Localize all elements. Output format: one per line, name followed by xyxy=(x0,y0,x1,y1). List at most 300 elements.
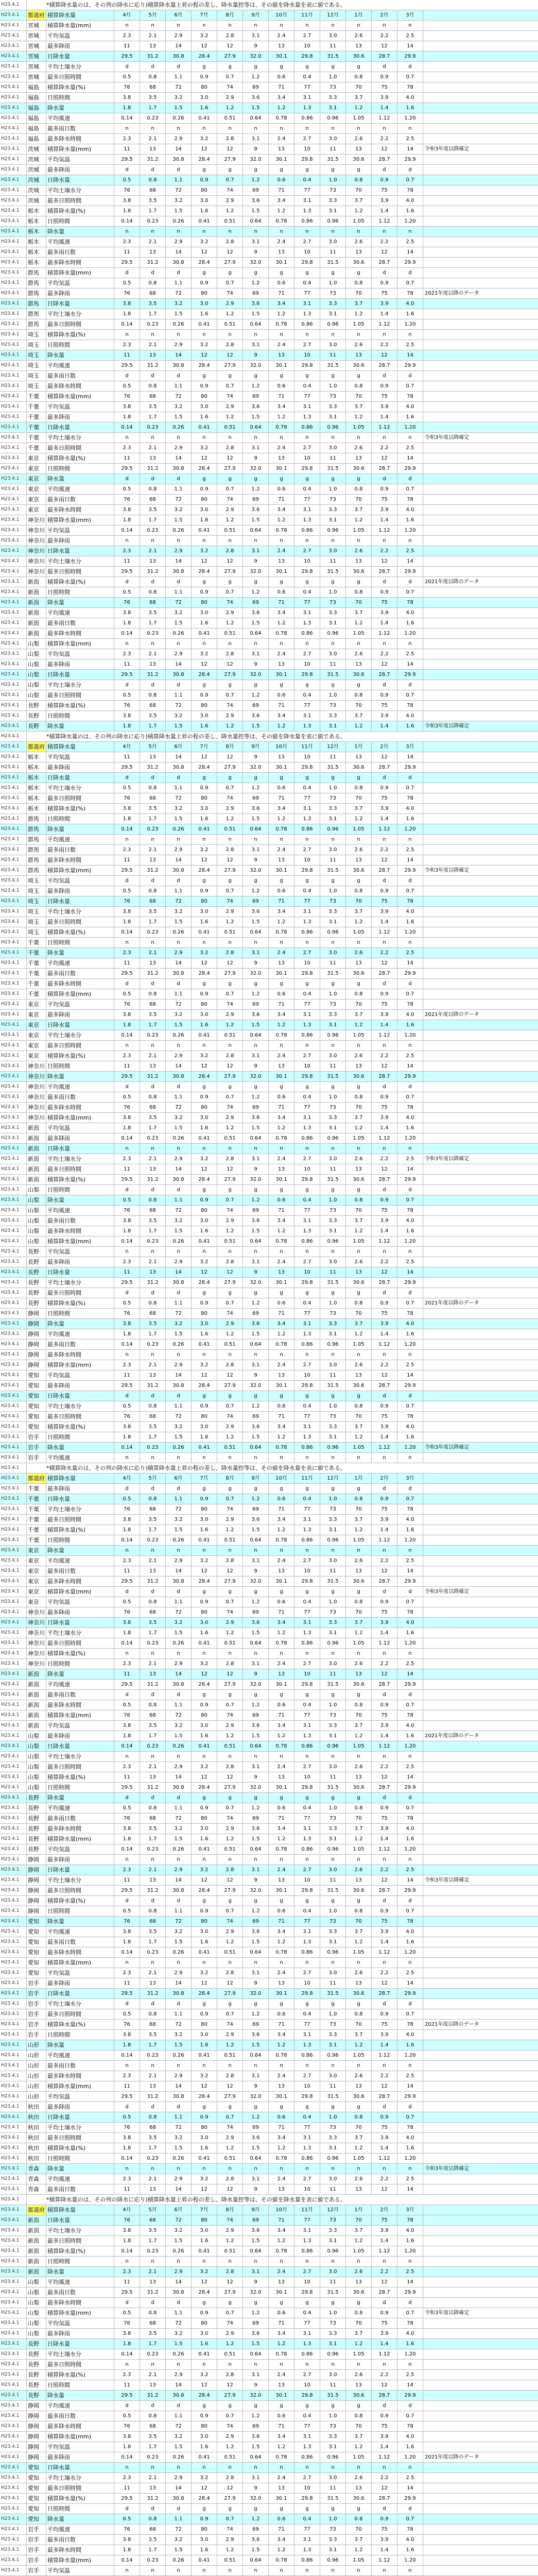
value-cell: 1.5 xyxy=(166,1226,192,1236)
value-cell: 0.78 xyxy=(269,1030,294,1040)
value-cell: 30.8 xyxy=(166,361,192,370)
item-cell: 日降水量 xyxy=(46,773,114,783)
value-cell: 3.3 xyxy=(320,2535,346,2545)
value-cell: 29.8 xyxy=(294,567,320,577)
item-cell: 最多日照時間 xyxy=(46,2236,114,2246)
value-cell: 2.2 xyxy=(372,2370,397,2380)
value-cell: 0.14 xyxy=(114,629,140,638)
item-cell: 日降水量 xyxy=(46,2339,114,2349)
value-cell: 3.2 xyxy=(192,1865,217,1875)
value-cell: 3.6 xyxy=(243,1010,269,1020)
value-cell: 0.8 xyxy=(346,2112,372,2122)
value-cell: n xyxy=(269,1855,294,1865)
item-cell: 最多雨日数 xyxy=(46,969,114,978)
row-id-cell: H23.4.1 xyxy=(0,989,27,999)
value-cell: 2.9 xyxy=(166,1154,192,1164)
value-cell: 1.4 xyxy=(372,1525,397,1535)
value-cell: 76 xyxy=(114,999,140,1009)
item-cell: 平均風速 xyxy=(46,237,114,247)
value-cell: 0.8 xyxy=(346,2514,372,2524)
value-cell: g xyxy=(243,979,269,989)
value-cell: n xyxy=(294,938,320,947)
table-row xyxy=(0,927,538,938)
value-cell: 1.3 xyxy=(294,1525,320,1535)
value-cell: 0.8 xyxy=(140,381,166,391)
value-cell: 0.23 xyxy=(140,113,166,123)
table-row xyxy=(0,216,538,227)
value-cell: 75 xyxy=(372,1710,397,1720)
value-cell: g xyxy=(192,2504,217,2514)
value-cell: 11 xyxy=(114,247,140,257)
value-cell: 4.0 xyxy=(397,402,423,412)
value-cell: 32.0 xyxy=(243,361,269,370)
value-cell: d xyxy=(397,1793,423,1803)
value-cell: 9 xyxy=(243,1370,269,1380)
value-cell: 29.9 xyxy=(397,2391,423,2400)
row-id-cell: H23.4.1 xyxy=(0,1370,27,1380)
value-cell: 29.5 xyxy=(114,1886,140,1895)
value-cell: 2.4 xyxy=(269,134,294,144)
value-cell: 0.51 xyxy=(217,526,243,535)
value-cell: 3.1 xyxy=(294,1721,320,1731)
prefecture-cell: 岩手 xyxy=(27,1443,46,1452)
value-cell: 1.0 xyxy=(320,989,346,999)
value-cell: 0.4 xyxy=(294,1700,320,1710)
value-cells xyxy=(114,371,423,381)
value-cell: 14 xyxy=(166,1164,192,1174)
value-cell: 32.0 xyxy=(243,1989,269,1998)
value-cell: 69 xyxy=(243,185,269,195)
value-cell: 10 xyxy=(294,2380,320,2390)
value-cell: 9 xyxy=(243,1875,269,1885)
value-cell: 3.4 xyxy=(269,402,294,412)
row-id-cell: H23.4.1 xyxy=(0,113,27,123)
value-cell: 3.2 xyxy=(166,2432,192,2442)
row-id-cell: H23.4.1 xyxy=(0,2040,27,2050)
value-cell: g xyxy=(269,2401,294,2411)
value-cell: 74 xyxy=(217,2524,243,2534)
value-cell: 2.9 xyxy=(166,649,192,659)
prefecture-cell: 東京 xyxy=(27,464,46,473)
value-cell: 75 xyxy=(372,2318,397,2328)
value-cells xyxy=(114,1875,423,1885)
value-cell: n xyxy=(372,227,397,236)
value-cell: g xyxy=(243,1185,269,1195)
item-cell: 積算降水量(mm) xyxy=(46,515,114,525)
row-id-cell: H23.4.1 xyxy=(0,1721,27,1731)
value-cell: 10 xyxy=(294,350,320,360)
value-cell: 29.9 xyxy=(397,464,423,473)
value-cell: 1.2 xyxy=(346,721,372,731)
value-cell: 1.6 xyxy=(192,2143,217,2153)
value-cell: 3.0 xyxy=(320,1051,346,1061)
value-cell: n xyxy=(192,2360,217,2369)
value-cell: 1.3 xyxy=(294,309,320,319)
value-cell: 2.2 xyxy=(372,1360,397,1370)
item-cell: 積算降水量(%) xyxy=(46,1649,114,1658)
value-cell: 3.3 xyxy=(320,711,346,721)
value-cell: 3.0 xyxy=(320,2370,346,2380)
value-cell: 3.6 xyxy=(243,196,269,206)
value-cell: 3.1 xyxy=(243,1762,269,1772)
row-id-cell: H23.4.1 xyxy=(0,72,27,82)
value-cells xyxy=(114,2215,423,2225)
row-id-cell: H23.4.1 xyxy=(0,340,27,350)
item-cell: 最多降水時間 xyxy=(46,2545,114,2555)
table-row xyxy=(0,732,538,742)
value-cell: 80 xyxy=(192,1309,217,1318)
value-cell: d xyxy=(114,1082,140,1092)
value-cell: 71 xyxy=(269,1309,294,1318)
value-cell: d xyxy=(372,2504,397,2514)
value-cell: 1.05 xyxy=(346,319,372,329)
value-cell: 2.9 xyxy=(217,196,243,206)
value-cells xyxy=(114,2102,423,2112)
value-cell: 0.14 xyxy=(114,113,140,123)
value-cell: 28.4 xyxy=(192,1072,217,1081)
value-cell: 70 xyxy=(346,2123,372,2132)
value-cell: 12 xyxy=(372,1978,397,1988)
table-row xyxy=(0,52,538,62)
value-cell: d xyxy=(372,1288,397,1298)
row-id-cell: H23.4.1 xyxy=(0,2236,27,2246)
value-cell: n xyxy=(114,433,140,443)
item-cell: 積算降水量(%) xyxy=(46,2246,114,2256)
value-cell: 32.0 xyxy=(243,2092,269,2102)
value-cell: 14 xyxy=(397,855,423,865)
value-cell: d xyxy=(166,979,192,989)
value-cell: 3.7 xyxy=(346,299,372,309)
row-id-cell: H23.4.1 xyxy=(0,1762,27,1772)
value-cell: 1.0 xyxy=(320,1906,346,1916)
value-cells xyxy=(114,124,423,133)
value-cells xyxy=(114,2009,423,2019)
value-cell: 28.4 xyxy=(192,1783,217,1792)
prefecture-cell: 埼玉 xyxy=(27,340,46,350)
value-cell: 14 xyxy=(397,144,423,154)
row-id-cell: H23.4.1 xyxy=(0,1896,27,1906)
value-cell: n xyxy=(346,2164,372,2174)
value-cell: 2.4 xyxy=(269,443,294,453)
value-cell: 70 xyxy=(346,2421,372,2431)
row-id-cell: H23.4.1 xyxy=(0,1587,27,1597)
value-cell: 0.26 xyxy=(166,1535,192,1545)
value-cell: n xyxy=(217,2164,243,2174)
value-cells xyxy=(114,1855,423,1865)
value-cell: 2.9 xyxy=(166,1865,192,1875)
value-cell: 13 xyxy=(269,1978,294,1988)
value-cell: 0.86 xyxy=(294,1340,320,1349)
value-cell: 3.2 xyxy=(166,1113,192,1123)
value-cell: d xyxy=(166,1185,192,1195)
value-cell: 12 xyxy=(217,1267,243,1277)
value-cell: 78 xyxy=(397,1917,423,1926)
row-id-cell: H23.4.1 xyxy=(0,155,27,164)
value-cells xyxy=(114,1082,423,1092)
value-cell: 0.9 xyxy=(372,783,397,793)
value-cell: 31.5 xyxy=(320,2391,346,2400)
value-cells xyxy=(114,402,423,412)
value-cell: 72 xyxy=(166,1814,192,1823)
value-cell: 0.86 xyxy=(294,2050,320,2060)
value-cell: n xyxy=(217,1649,243,1658)
value-cell: 1.7 xyxy=(140,1329,166,1339)
value-cell: 29.5 xyxy=(114,567,140,577)
value-cell: d xyxy=(397,577,423,587)
value-cell: g xyxy=(346,371,372,381)
value-cell: 13 xyxy=(269,350,294,360)
value-cells xyxy=(114,587,423,597)
value-cell: 1.2 xyxy=(346,1834,372,1844)
value-cell: 30.8 xyxy=(166,1577,192,1586)
value-cell: g xyxy=(269,474,294,484)
item-cell: 最多雨日数 xyxy=(46,618,114,628)
value-cell: g xyxy=(217,268,243,278)
value-cell: 74 xyxy=(217,1814,243,1823)
value-cell: 0.96 xyxy=(320,113,346,123)
value-cell: n xyxy=(192,835,217,844)
value-cell: n xyxy=(114,1041,140,1050)
value-cell: n xyxy=(140,1958,166,1968)
value-cell: 1.2 xyxy=(243,2308,269,2318)
prefecture-cell: 新潟 xyxy=(27,1133,46,1143)
value-cell: 1.8 xyxy=(114,917,140,927)
value-cell: 76 xyxy=(114,1103,140,1112)
row-id-cell: H23.4.1 xyxy=(0,1381,27,1391)
value-cell: 1.7 xyxy=(140,2339,166,2349)
value-cell: g xyxy=(346,1587,372,1597)
value-cell: 78 xyxy=(397,1206,423,1215)
table-row xyxy=(0,958,538,969)
value-cell: 3.0 xyxy=(192,1010,217,1020)
prefecture-cell: 東京 xyxy=(27,1556,46,1566)
prefecture-cell: 千葉 xyxy=(27,979,46,989)
prefecture-cell: 千葉 xyxy=(27,433,46,443)
value-cell: 4.0 xyxy=(397,1618,423,1628)
value-cell: 0.7 xyxy=(397,2112,423,2122)
item-cell: 最多降雨 xyxy=(46,1484,114,1494)
value-cell: 1.6 xyxy=(192,1937,217,1947)
value-cell: 14 xyxy=(166,144,192,154)
value-cell: 0.8 xyxy=(346,1906,372,1916)
prefecture-cell: 岩手 xyxy=(27,2009,46,2019)
value-cell: 12 xyxy=(372,247,397,257)
value-cell: 31.5 xyxy=(320,361,346,370)
value-cell: 0.86 xyxy=(294,1844,320,1854)
value-cell: 0.4 xyxy=(294,1803,320,1813)
value-cells xyxy=(114,690,423,700)
value-cell: 2.4 xyxy=(269,2370,294,2380)
item-cell: 積算降水量(%) xyxy=(46,1422,114,1432)
value-cell: 3.0 xyxy=(192,2329,217,2338)
table-row xyxy=(0,2257,538,2267)
value-cell: 1.6 xyxy=(192,2040,217,2050)
value-cell: 28.4 xyxy=(192,969,217,978)
value-cell: 28.7 xyxy=(372,1577,397,1586)
value-cell: 12 xyxy=(217,247,243,257)
value-cell: 2.9 xyxy=(166,1051,192,1061)
value-cell: 0.6 xyxy=(269,1906,294,1916)
value-cell: 1.5 xyxy=(243,721,269,731)
value-cell: 13 xyxy=(140,2184,166,2194)
value-cell: n xyxy=(397,21,423,30)
table-row xyxy=(0,1298,538,1309)
item-cell: 積算降水量(%) xyxy=(46,1298,114,1308)
value-cell: 30.1 xyxy=(269,2494,294,2503)
value-cell: 68 xyxy=(140,2524,166,2534)
prefecture-cell: 神奈川 xyxy=(27,1092,46,1102)
prefecture-cell: 千葉 xyxy=(27,948,46,958)
prefecture-cell: 千葉 xyxy=(27,958,46,968)
table-row xyxy=(0,2184,538,2195)
table-row xyxy=(0,2112,538,2123)
value-cell: 2.3 xyxy=(114,845,140,855)
value-cell: n xyxy=(114,21,140,30)
value-cell: 0.86 xyxy=(294,2555,320,2565)
value-cell: 1.4 xyxy=(372,206,397,216)
value-cell: 3.2 xyxy=(166,2030,192,2040)
item-cell: 最多日照時間 xyxy=(46,567,114,577)
value-cells xyxy=(114,2226,423,2235)
value-cells xyxy=(114,917,423,927)
row-id-cell: H23.4.1 xyxy=(0,1700,27,1710)
prefecture-cell: 岩手 xyxy=(27,1453,46,1463)
value-cell: 2.9 xyxy=(166,1762,192,1772)
note-cell: 令和3年度以降確定 xyxy=(423,1154,538,1164)
value-cell: 30.1 xyxy=(269,670,294,680)
value-cell: 1.2 xyxy=(243,278,269,288)
value-cell: d xyxy=(114,2298,140,2308)
value-cell: 29.9 xyxy=(397,866,423,875)
value-cell: d xyxy=(140,474,166,484)
value-cell: 74 xyxy=(217,598,243,607)
value-cell: 0.9 xyxy=(372,484,397,494)
value-cells xyxy=(114,1010,423,1020)
value-cell: 1.2 xyxy=(243,1494,269,1504)
value-cells xyxy=(114,1185,423,1195)
value-cell: 71 xyxy=(269,1607,294,1617)
item-cell: 平均風速 xyxy=(46,1927,114,1937)
value-cells xyxy=(114,21,423,30)
prefecture-cell: 群馬 xyxy=(27,299,46,309)
item-cell: 平均風速 xyxy=(46,1680,114,1689)
value-cell: 0.78 xyxy=(269,2154,294,2163)
value-cell: 0.41 xyxy=(192,927,217,937)
value-cell: 71 xyxy=(269,1206,294,1215)
value-cell: 0.86 xyxy=(294,2349,320,2359)
value-cell: 32.0 xyxy=(243,969,269,978)
value-cell: 1.3 xyxy=(294,1329,320,1339)
value-cell: 0.7 xyxy=(217,2112,243,2122)
value-cell: 78 xyxy=(397,2215,423,2225)
item-cell: 平均気温 xyxy=(46,1721,114,1731)
value-cell: 13 xyxy=(346,752,372,762)
value-cell: 0.64 xyxy=(243,1844,269,1854)
value-cell: 3.8 xyxy=(114,93,140,103)
value-cell: 0.51 xyxy=(217,2555,243,2565)
value-cell: 14 xyxy=(166,1267,192,1277)
value-cell: 73 xyxy=(320,1814,346,1823)
row-id-cell: H23.4.1 xyxy=(0,742,27,752)
value-cell: 72 xyxy=(166,495,192,504)
value-cells xyxy=(114,1597,423,1607)
value-cell: 29.5 xyxy=(114,2287,140,2297)
value-cell: 1.2 xyxy=(346,1123,372,1133)
value-cell: 3.7 xyxy=(346,93,372,103)
prefecture-cell: 栃木 xyxy=(27,216,46,226)
value-cell: d xyxy=(166,577,192,587)
value-cell: 2.2 xyxy=(372,1051,397,1061)
table-row xyxy=(0,1473,538,1484)
prefecture-cell: 東京 xyxy=(27,1020,46,1030)
prefecture-cell: 長野 xyxy=(27,1844,46,1854)
value-cell: 76 xyxy=(114,1309,140,1318)
row-id-cell: H23.4.1 xyxy=(0,1844,27,1854)
value-cell: 0.9 xyxy=(372,989,397,999)
value-cell: 0.86 xyxy=(294,216,320,226)
value-cell: n xyxy=(217,1350,243,1360)
value-cell: 0.26 xyxy=(166,1638,192,1648)
value-cell: 11 xyxy=(320,144,346,154)
value-cell: 0.23 xyxy=(140,927,166,937)
value-cell: d xyxy=(166,680,192,690)
value-cell: n xyxy=(114,639,140,649)
table-row xyxy=(0,1103,538,1113)
value-cell: 1.4 xyxy=(372,1731,397,1741)
item-cell: 積算降水量(%) xyxy=(46,1896,114,1906)
value-cell: 3.1 xyxy=(294,2133,320,2143)
value-cell: 27.9 xyxy=(217,1783,243,1792)
item-cell: 日照時間 xyxy=(46,340,114,350)
value-cell: 9 xyxy=(243,2483,269,2493)
table-row xyxy=(0,392,538,402)
table-row xyxy=(0,2318,538,2329)
value-cell: 3.1 xyxy=(294,299,320,309)
value-cell: 1.2 xyxy=(217,917,243,927)
value-cell: 1.12 xyxy=(372,113,397,123)
prefecture-cell: 千葉 xyxy=(27,989,46,999)
value-cells xyxy=(114,237,423,247)
value-cell: 29.9 xyxy=(397,1989,423,1998)
value-cell: 0.9 xyxy=(192,72,217,82)
value-cell: g xyxy=(320,2401,346,2411)
value-cell: 3.1 xyxy=(294,1422,320,1432)
item-cell: 積算降水量(%) xyxy=(46,2020,114,2029)
value-cell: 1.05 xyxy=(346,1844,372,1854)
value-cell: 1.2 xyxy=(243,989,269,999)
value-cell: 1.4 xyxy=(372,1834,397,1844)
value-cell: 3.1 xyxy=(243,1556,269,1566)
value-cell: n xyxy=(140,1649,166,1658)
row-id-cell: H23.4.1 xyxy=(0,319,27,329)
prefecture-cell: 山形 xyxy=(27,2071,46,2081)
value-cell: 70 xyxy=(346,82,372,92)
value-cell: 13 xyxy=(269,1875,294,1885)
value-cell: 1.12 xyxy=(372,1030,397,1040)
item-cell: 平均土壌水分 xyxy=(46,1752,114,1761)
value-cell: 2.8 xyxy=(217,134,243,144)
value-cell: 0.7 xyxy=(397,1906,423,1916)
prefecture-cell: 千葉 xyxy=(27,402,46,412)
row-id-cell: H23.4.1 xyxy=(0,1298,27,1308)
value-cell: 3.5 xyxy=(140,711,166,721)
value-cell: 0.64 xyxy=(243,2050,269,2060)
row-id-cell: H23.4.1 xyxy=(0,536,27,546)
value-cell: 1.1 xyxy=(166,1803,192,1813)
value-cell: 3.5 xyxy=(140,1113,166,1123)
value-cells xyxy=(114,433,423,443)
value-cell: 1.2 xyxy=(243,1700,269,1710)
